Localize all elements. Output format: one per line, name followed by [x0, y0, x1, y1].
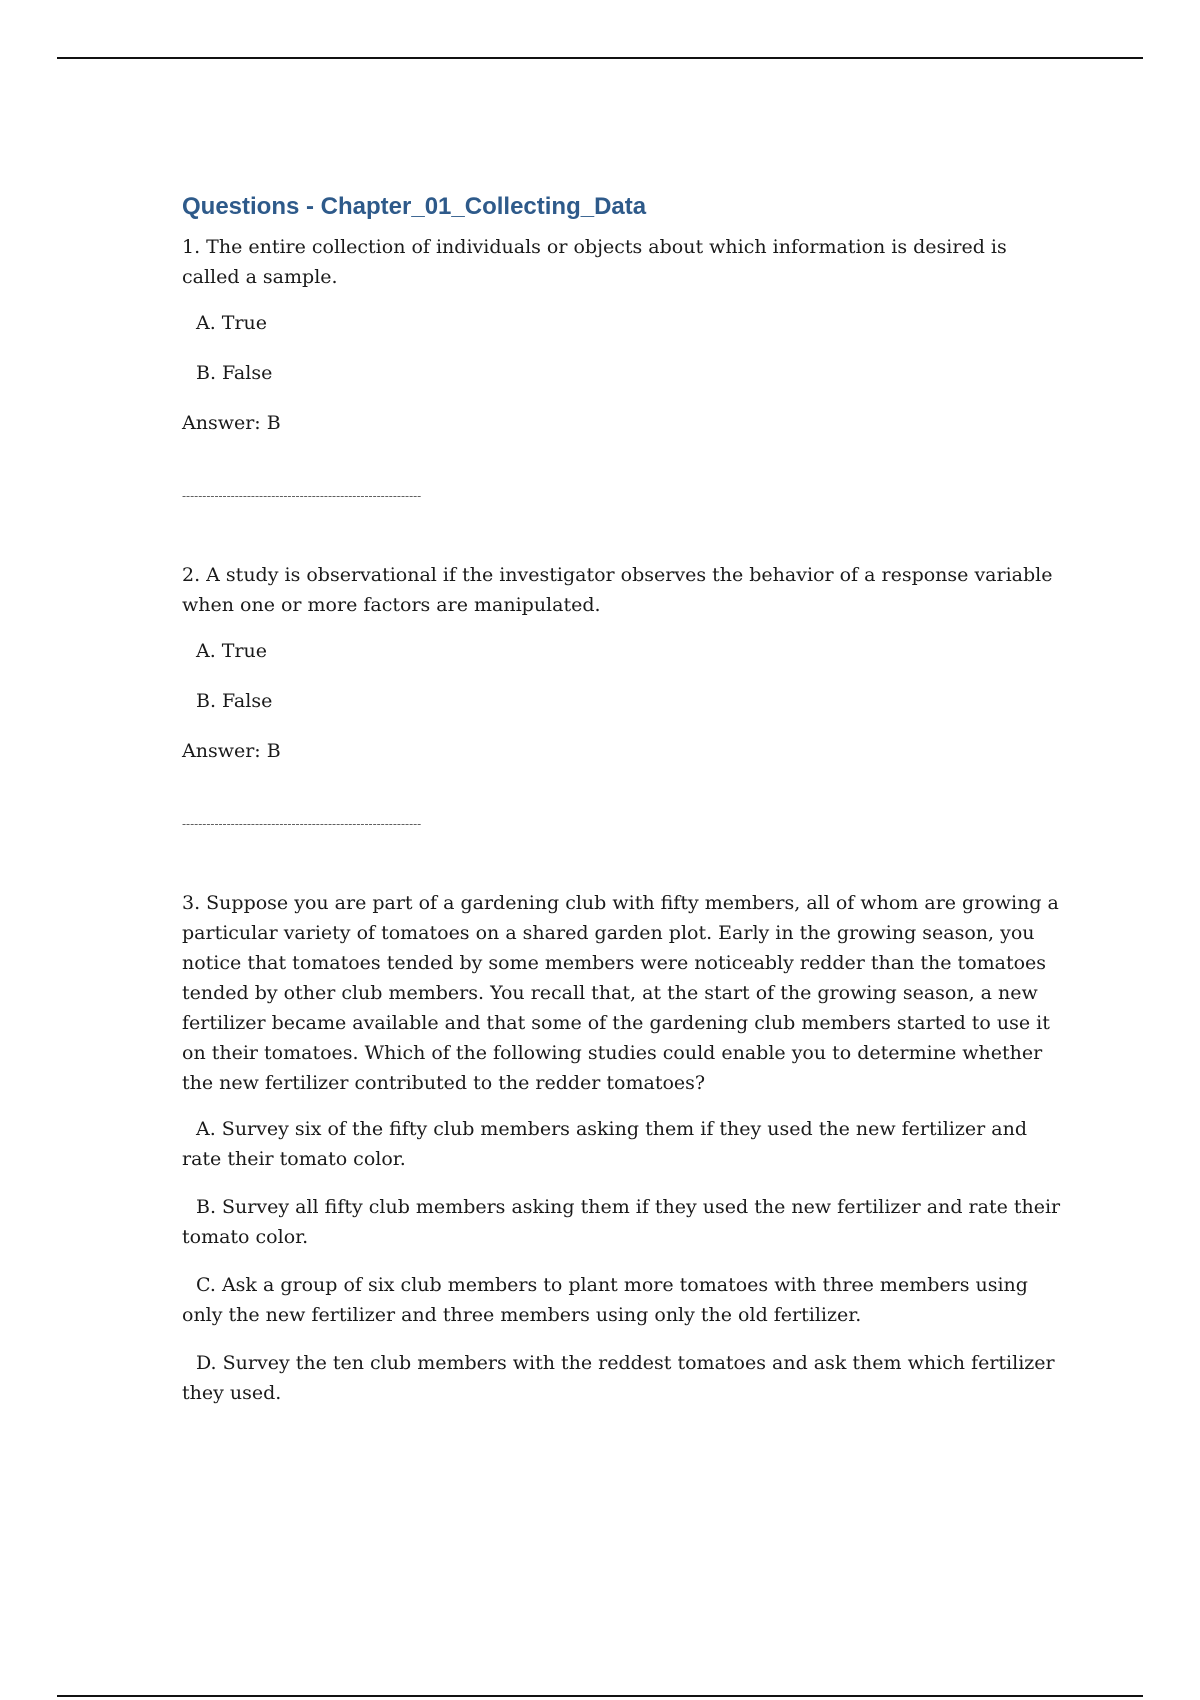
question-3 [182, 888, 1062, 1408]
question-text: 3. Suppose you are part of a gardening club with fifty members, all of whom are growing a particular variety of tomatoes on a shared garden plot. Early in the growing season, you notice that tomatoes tended by some members were noticeably redder than the tomatoes tended by other club members. You recall that, at the start of the growing season, a new fertilizer became available and that some of the gardening club members started to use it on their tomatoes. Which of the following studies could enable you to determine whether the new fertilizer contributed to the redder tomatoes? [182, 892, 1059, 1094]
question-separator: ----------------------------------------------------------- [182, 817, 422, 831]
option-b: B. Survey all fifty club members asking them if they used the new fertilizer and rate their tomato color. [182, 1196, 1061, 1248]
question-1 [182, 232, 1062, 438]
question-2 [182, 560, 1062, 766]
option-b: B. False [196, 690, 273, 712]
option-b: B. False [196, 362, 273, 384]
header-rule [57, 57, 1143, 59]
option-a: A. True [196, 640, 268, 662]
option-c: C. Ask a group of six club members to plant more tomatoes with three members using only the new fertilizer and three members using only the old fertilizer. [182, 1274, 1028, 1326]
question-separator: ----------------------------------------------------------- [182, 489, 422, 503]
option-d: D. Survey the ten club members with the reddest tomatoes and ask them which fertilizer they used. [182, 1352, 1055, 1404]
answer-text: Answer: B [182, 740, 281, 762]
question-text: 2. A study is observational if the investigator observes the behavior of a response variable when one or more factors are manipulated. [182, 564, 1053, 616]
footer-rule [57, 1695, 1143, 1697]
page-title: Questions - Chapter_01_Collecting_Data [182, 193, 647, 220]
option-a: A. True [196, 312, 268, 334]
option-a: A. Survey six of the fifty club members asking them if they used the new fertilizer and rate their tomato color. [182, 1118, 1027, 1170]
question-text: 1. The entire collection of individuals or objects about which information is desired is called a sample. [182, 236, 1007, 288]
answer-text: Answer: B [182, 412, 281, 434]
document-body [182, 190, 1062, 1426]
